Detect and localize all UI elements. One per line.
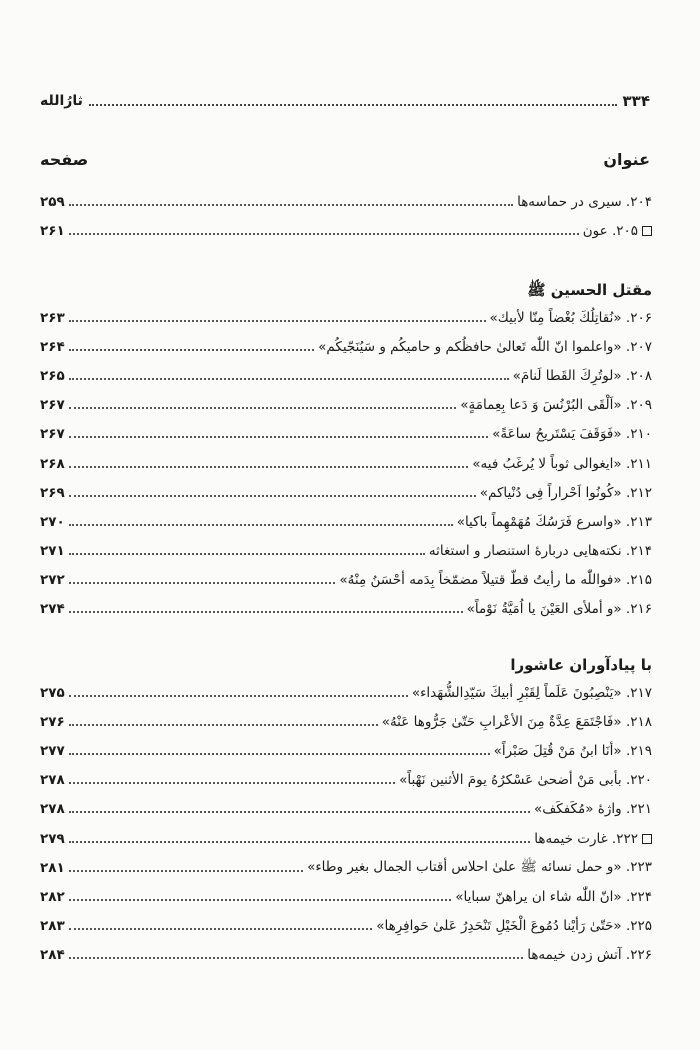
entry-title-text: ۲۲۴. «انّ اللّٰه شاء ان يراهنّ سبايا» [455, 888, 652, 905]
entry-title [460, 397, 652, 413]
toc-entry[interactable] [40, 824, 652, 853]
dot-leader [69, 928, 372, 930]
running-header [40, 88, 650, 114]
entry-title-text: ۲۰۶. «نُقاتِلُكَ بُغْضاً مِنّا لأبيك» [489, 309, 652, 326]
entry-page-number: ۲۷۸ [40, 772, 65, 789]
entry-title-text: ۲۱۲. «كُونُوا اَحْراراً فِى دُنْياكم» [479, 484, 652, 501]
entry-title-text: ۲۱۳. «واسرع فَرَسُكَ مُهَمْهِماً باكيا» [456, 513, 652, 530]
dot-leader [69, 553, 425, 555]
entry-page-number: ۲۶۸ [40, 455, 65, 472]
dot-leader [69, 753, 490, 755]
entry-page-number: ۲۷۸ [40, 801, 65, 818]
toc-entry[interactable] [40, 912, 652, 941]
toc-entry[interactable] [40, 766, 652, 795]
entry-page-number: ۲۶۱ [40, 222, 65, 239]
dot-leader [69, 378, 509, 380]
entry-page-number: ۲۸۳ [40, 918, 65, 935]
toc-entry[interactable] [40, 795, 652, 824]
entry-title [376, 918, 652, 934]
toc-entry[interactable] [40, 736, 652, 765]
entry-title [480, 485, 652, 501]
entry-page-number: ۲۶۷ [40, 397, 65, 414]
entry-title [517, 194, 652, 210]
dot-leader [69, 204, 513, 206]
entry-title [513, 368, 652, 384]
toc-entry[interactable] [40, 420, 652, 449]
toc-entry[interactable] [40, 882, 652, 911]
entry-title [457, 514, 652, 530]
section-heading: با پیادآوران عاشورا [510, 656, 652, 674]
page-number: ۳۳۴ [622, 92, 650, 110]
entry-title [307, 858, 652, 878]
dot-leader [69, 436, 488, 438]
entry-title-text: ۲۰۹. «اَلْقَى البُرْنُسَ وَ دَعا بِعِمامَةٍ» [460, 397, 652, 414]
toc-entry[interactable] [40, 216, 652, 245]
toc-section-maqtal [40, 277, 652, 624]
entry-title [527, 947, 652, 963]
entry-title-text: ۲۱۸. «فَاجْتَمَعَ عِدَّةٌ مِنَ الأعْرابِ حَتّىٰ جَرُّوها عَنْهُ» [381, 713, 652, 730]
toc-entry[interactable] [40, 941, 652, 970]
entry-title [583, 223, 652, 239]
dot-leader [69, 695, 408, 697]
dot-leader [69, 899, 452, 901]
dot-leader [69, 582, 336, 584]
entry-page-number: ۲۷۱ [40, 543, 65, 560]
dot-leader [69, 495, 476, 497]
dot-leader [69, 811, 530, 813]
dot-leader [69, 841, 531, 843]
entry-page-number: ۲۵۹ [40, 193, 65, 210]
entry-title-text: ۲۲۰. بأبى مَنْ أضحىٰ عَسْكرُهُ يومَ الأثنين نَهْباً» [399, 772, 652, 789]
entry-title [318, 339, 652, 355]
square-marker-icon [642, 834, 652, 844]
dot-leader [69, 870, 303, 872]
entry-title-text: ۲۲۶. آتش زدن خیمه‌ها [527, 947, 652, 964]
entry-page-number: ۲۶۹ [40, 484, 65, 501]
dot-leader [89, 104, 617, 106]
toc-intro-entries [40, 187, 652, 245]
entry-title [382, 714, 652, 730]
entry-page-number: ۲۶۷ [40, 426, 65, 443]
entry-title-text: ۲۱۰. «فَوَقَفَ يَسْتَريحُ ساعَةً» [492, 426, 652, 443]
toc-entry[interactable] [40, 187, 652, 216]
entry-title-text: ۲۱۱. «ايغوالى ثوباً لا يُرغَبُ فيه» [472, 455, 652, 472]
entry-title-text: ۲۲۲. غارت خیمه‌ها [534, 830, 638, 847]
dot-leader [69, 349, 314, 351]
entry-title-text: ۲۲۱. واژهٔ «مُكَفكَف» [534, 801, 652, 818]
title-column-heading: عنوان [603, 150, 650, 169]
section-heading: مقتل الحسین ﷺ [527, 281, 652, 299]
entry-title [339, 572, 652, 588]
entry-title-text: ۲۰۴. سیری در حماسه‌ها [517, 193, 652, 210]
entry-title [472, 456, 652, 472]
entry-page-number: ۲۷۵ [40, 684, 65, 701]
entry-title-text: ۲۱۵. «فواللّٰه ما رأيتُ قطّ قتيلاً مضمّخاً بِدَمه أحْسَنُ مِنْهُ» [339, 572, 652, 589]
entry-title-text: ۲۰۷. «واعلموا انّ اللّٰه تَعالىٰ حافظُكم و حاميكُم و سَيُنَجّيكُم» [318, 338, 652, 355]
dot-leader [69, 524, 453, 526]
entry-title-text: ۲۱۹. «أنَا ابنُ مَنْ قُتِلَ صَبْراً» [493, 742, 652, 759]
entry-title-text: ۲۰۸. «لوتُرِكَ القَطا لَنامَ» [512, 367, 652, 384]
entry-page-number: ۲۷۹ [40, 830, 65, 847]
toc-entry[interactable] [40, 478, 652, 507]
entry-title [534, 801, 652, 817]
dot-leader [69, 407, 457, 409]
entry-title [429, 543, 652, 559]
dot-leader [69, 611, 463, 613]
toc-entry[interactable] [40, 853, 652, 882]
toc-entry[interactable] [40, 332, 652, 361]
entry-page-number: ۲۷۲ [40, 572, 65, 589]
toc-entry[interactable] [40, 303, 652, 332]
entry-title-text: ۲۰۵. عون [582, 222, 638, 239]
entry-title [467, 601, 652, 617]
entry-page-number: ۲۶۴ [40, 338, 65, 355]
dot-leader [69, 466, 469, 468]
toc-entry[interactable] [40, 595, 652, 624]
dot-leader [69, 320, 486, 322]
square-marker-icon [642, 226, 652, 236]
entry-page-number: ۲۸۴ [40, 947, 65, 964]
toc-section-payadavaran [40, 652, 652, 970]
toc-entry[interactable] [40, 391, 652, 420]
column-headings [40, 150, 650, 169]
entry-title [534, 831, 652, 847]
entry-page-number: ۲۶۳ [40, 309, 65, 326]
page-column-heading: صفحه [40, 150, 89, 169]
toc-entry[interactable] [40, 707, 652, 736]
entry-title-text: ۲۱۶. «و أملأى العَيْنَ يا اُمَيَّةُ نَوْماً» [466, 601, 652, 618]
toc-entry[interactable] [40, 361, 652, 390]
toc-entry[interactable] [40, 449, 652, 478]
toc-entry[interactable] [40, 507, 652, 536]
entry-title-text: ۲۱۴. نکته‌هایی دربارهٔ استنصار و استغاثه [428, 543, 652, 560]
book-title: ثارُالله [40, 93, 83, 109]
entry-title-text: ۲۲۵. «حَتّىٰ رَأيْنا دُمُوعَ الْخَيْلِ تَنْحَدِرُ عَلىٰ حَوافِرِها» [376, 918, 652, 935]
dot-leader [69, 957, 523, 959]
entry-title [490, 310, 652, 326]
dot-leader [69, 724, 378, 726]
entry-page-number: ۲۷۶ [40, 713, 65, 730]
entry-title [399, 772, 652, 788]
entry-page-number: ۲۷۴ [40, 601, 65, 618]
entry-title [412, 685, 652, 701]
toc-entry[interactable] [40, 566, 652, 595]
entry-title [494, 743, 652, 759]
entry-title-text: ۲۲۳. «و حمل نسائه ﷺ علىٰ احلاس أقتاب الجمال بغير وطاء» [307, 858, 652, 875]
entry-title [492, 426, 652, 442]
entry-page-number: ۲۷۰ [40, 513, 65, 530]
dot-leader [69, 782, 395, 784]
dot-leader [69, 233, 579, 235]
entry-title [455, 889, 652, 905]
entry-page-number: ۲۷۷ [40, 742, 65, 759]
toc-entry[interactable] [40, 678, 652, 707]
entry-page-number: ۲۸۲ [40, 888, 65, 905]
toc-entry[interactable] [40, 537, 652, 566]
entry-title-text: ۲۱۷. «يَنْصِبُونَ عَلَماً لِقَبْرِ أبيكَ سَيّدِالشُّهَداء» [411, 684, 652, 701]
entry-page-number: ۲۶۵ [40, 367, 65, 384]
entry-page-number: ۲۸۱ [40, 859, 65, 876]
